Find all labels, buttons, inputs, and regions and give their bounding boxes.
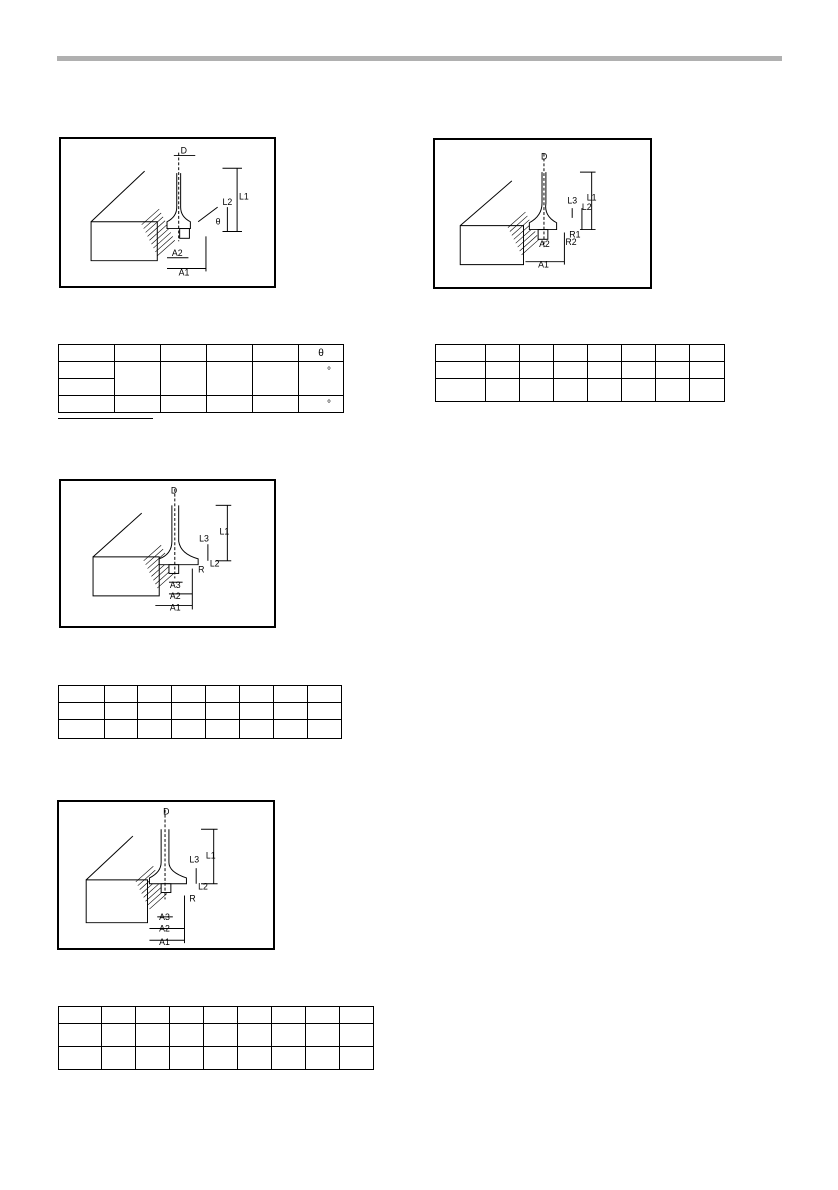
table-cell bbox=[138, 703, 172, 720]
figure-4-bit-diagram bbox=[57, 800, 275, 950]
table-cell bbox=[105, 703, 138, 720]
fig2-label-d: D bbox=[541, 151, 548, 162]
table-cell bbox=[272, 1047, 306, 1070]
table-cell bbox=[161, 362, 207, 396]
table-cell bbox=[622, 345, 656, 362]
table-cell bbox=[656, 362, 690, 379]
spec-table-1 bbox=[58, 344, 344, 413]
fig3-label-l3: L3 bbox=[199, 533, 209, 544]
fig1-label-l1: L1 bbox=[239, 191, 249, 202]
spec-table-4 bbox=[58, 1006, 374, 1070]
fig1-label-l2: L2 bbox=[222, 197, 233, 208]
table-cell bbox=[172, 703, 206, 720]
table-cell bbox=[554, 345, 588, 362]
table-cell bbox=[206, 686, 240, 703]
fig3-label-a2: A2 bbox=[169, 590, 181, 601]
table-cell bbox=[59, 379, 115, 396]
table-cell bbox=[115, 396, 161, 413]
degree-cell: ° bbox=[299, 362, 344, 396]
table-cell bbox=[436, 362, 486, 379]
fig4-label-r: R bbox=[189, 893, 196, 904]
table-cell bbox=[170, 1007, 204, 1024]
table-cell bbox=[253, 345, 299, 362]
table-cell bbox=[59, 396, 115, 413]
table-cell bbox=[59, 1024, 102, 1047]
table-cell bbox=[161, 345, 207, 362]
fig2-label-l2: L2 bbox=[581, 202, 592, 213]
table-cell bbox=[622, 362, 656, 379]
figure-2-bit-diagram bbox=[433, 138, 652, 289]
table-cell bbox=[436, 379, 486, 402]
table-cell bbox=[690, 345, 725, 362]
table-cell bbox=[486, 362, 520, 379]
table-cell bbox=[161, 396, 207, 413]
table-cell bbox=[274, 720, 308, 739]
fig2-label-r2: R2 bbox=[565, 237, 577, 248]
table-cell bbox=[207, 396, 253, 413]
table-cell bbox=[274, 703, 308, 720]
fig2-label-a2: A2 bbox=[539, 239, 550, 250]
table-cell bbox=[690, 362, 725, 379]
table-1-footnote-rule bbox=[58, 418, 153, 419]
fig4-label-d: D bbox=[163, 806, 170, 817]
table-cell bbox=[588, 379, 622, 402]
fig1-label-theta: θ bbox=[215, 216, 221, 227]
table-cell bbox=[172, 686, 206, 703]
table-cell bbox=[253, 362, 299, 396]
fig4-label-a2: A2 bbox=[159, 923, 170, 934]
fig1-label-d: D bbox=[180, 145, 187, 156]
table-cell bbox=[520, 379, 554, 402]
fig1-label-a2: A2 bbox=[171, 247, 183, 258]
fig3-label-a3: A3 bbox=[169, 580, 181, 591]
table-cell bbox=[554, 362, 588, 379]
table-cell bbox=[238, 1047, 272, 1070]
fig4-label-a1: A1 bbox=[159, 937, 170, 948]
theta-header: θ bbox=[299, 345, 344, 362]
table-cell bbox=[588, 362, 622, 379]
table-cell bbox=[138, 686, 172, 703]
table-cell bbox=[115, 362, 161, 396]
fig4-label-l1: L1 bbox=[205, 850, 216, 861]
table-cell bbox=[554, 379, 588, 402]
table-cell bbox=[272, 1007, 306, 1024]
table-cell bbox=[172, 720, 206, 739]
table-cell bbox=[240, 686, 274, 703]
table-cell bbox=[105, 686, 138, 703]
table-cell bbox=[340, 1047, 374, 1070]
table-cell bbox=[59, 720, 105, 739]
table-cell bbox=[206, 720, 240, 739]
table-cell bbox=[207, 345, 253, 362]
table-cell bbox=[253, 396, 299, 413]
table-cell bbox=[272, 1024, 306, 1047]
table-cell bbox=[59, 703, 105, 720]
table-cell bbox=[306, 1047, 340, 1070]
page-header-rule bbox=[57, 56, 782, 61]
table-cell bbox=[170, 1024, 204, 1047]
fig3-label-r: R bbox=[198, 564, 205, 575]
table-cell bbox=[59, 686, 105, 703]
table-cell bbox=[206, 703, 240, 720]
table-cell bbox=[170, 1047, 204, 1070]
table-cell bbox=[308, 703, 342, 720]
table-cell bbox=[115, 345, 161, 362]
table-cell bbox=[306, 1007, 340, 1024]
table-cell bbox=[204, 1047, 238, 1070]
fig2-label-l1: L1 bbox=[586, 192, 597, 203]
table-cell bbox=[136, 1047, 170, 1070]
table-cell bbox=[59, 362, 115, 379]
figure-1-bit-diagram bbox=[59, 137, 276, 288]
table-cell bbox=[59, 345, 115, 362]
table-cell bbox=[204, 1024, 238, 1047]
table-cell bbox=[136, 1007, 170, 1024]
table-cell bbox=[59, 1007, 102, 1024]
table-cell bbox=[588, 345, 622, 362]
table-cell bbox=[308, 720, 342, 739]
fig1-label-a1: A1 bbox=[178, 267, 190, 278]
table-cell bbox=[240, 720, 274, 739]
table-cell bbox=[102, 1007, 136, 1024]
table-cell bbox=[136, 1024, 170, 1047]
table-cell bbox=[656, 345, 690, 362]
table-cell bbox=[308, 686, 342, 703]
table-cell bbox=[274, 686, 308, 703]
table-cell bbox=[138, 720, 172, 739]
table-cell bbox=[520, 345, 554, 362]
table-cell bbox=[340, 1007, 374, 1024]
fig3-label-l2: L2 bbox=[209, 558, 220, 569]
table-cell bbox=[238, 1024, 272, 1047]
table-cell bbox=[486, 345, 520, 362]
table-cell bbox=[622, 379, 656, 402]
fig2-label-l3: L3 bbox=[567, 195, 578, 206]
fig3-label-a1: A1 bbox=[169, 602, 181, 613]
table-cell bbox=[340, 1024, 374, 1047]
table-cell bbox=[59, 1047, 102, 1070]
fig3-label-l1: L1 bbox=[219, 526, 230, 537]
table-cell bbox=[204, 1007, 238, 1024]
fig3-label-d: D bbox=[170, 485, 178, 496]
degree-cell: ° bbox=[299, 396, 344, 413]
table-cell bbox=[520, 362, 554, 379]
table-cell bbox=[690, 379, 725, 402]
spec-table-2 bbox=[435, 344, 725, 402]
table-cell bbox=[240, 703, 274, 720]
fig2-label-a1: A1 bbox=[538, 259, 549, 270]
table-cell bbox=[486, 379, 520, 402]
table-cell bbox=[102, 1047, 136, 1070]
table-cell bbox=[436, 345, 486, 362]
table-cell bbox=[238, 1007, 272, 1024]
table-cell bbox=[306, 1024, 340, 1047]
table-cell bbox=[105, 720, 138, 739]
fig4-label-l3: L3 bbox=[189, 854, 200, 865]
fig2-label-r1: R1 bbox=[569, 229, 581, 240]
figure-3-bit-diagram bbox=[59, 479, 276, 628]
spec-table-3 bbox=[58, 685, 342, 739]
fig4-label-l2: L2 bbox=[198, 881, 208, 892]
table-cell bbox=[102, 1024, 136, 1047]
fig4-label-a3: A3 bbox=[159, 911, 170, 922]
table-cell bbox=[207, 362, 253, 396]
table-cell bbox=[656, 379, 690, 402]
